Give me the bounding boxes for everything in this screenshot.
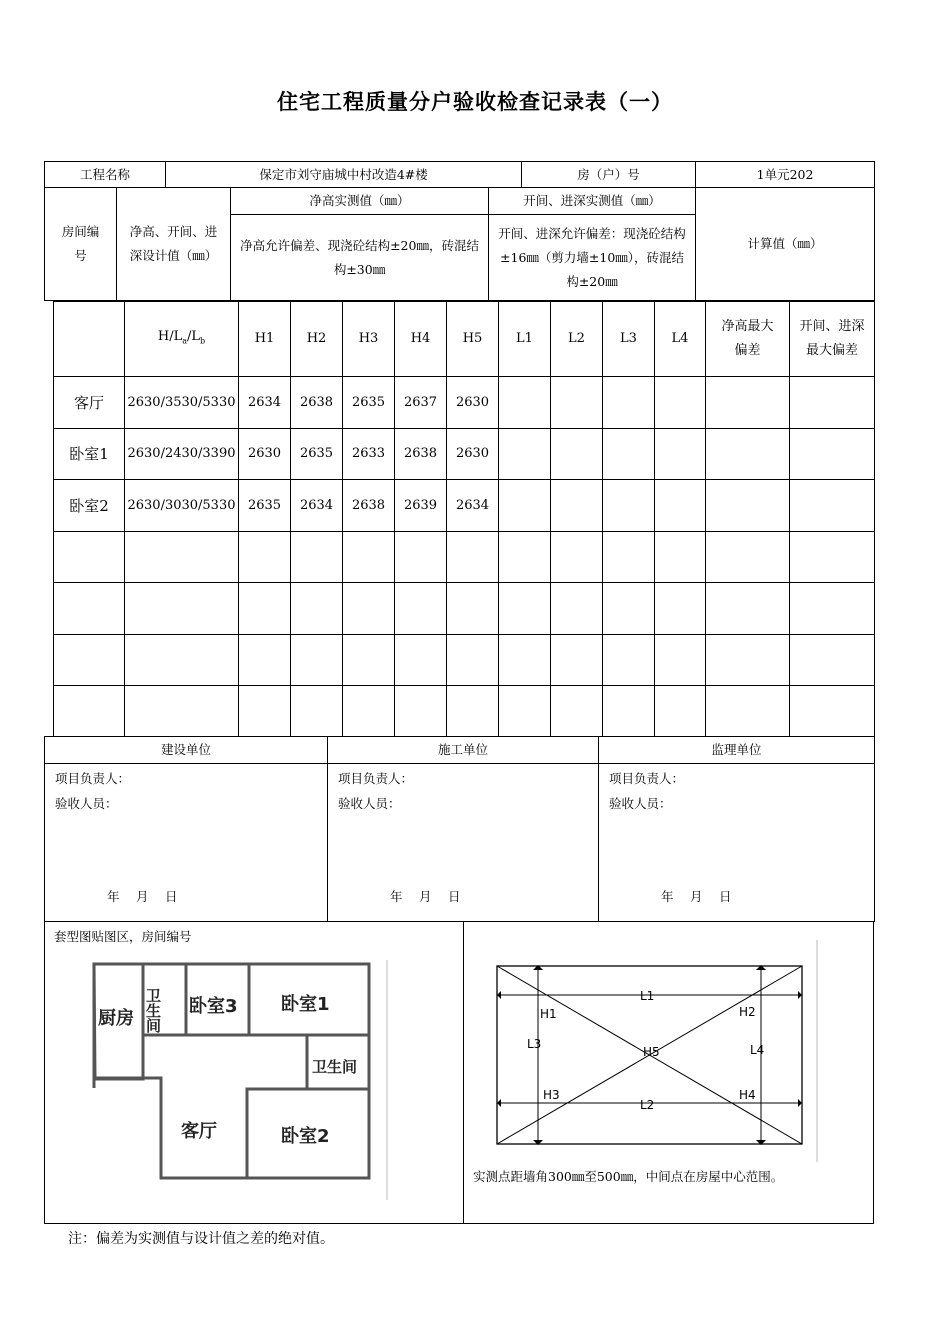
- col-l1: L1: [499, 302, 551, 377]
- label-L2: L2: [640, 1098, 655, 1112]
- col-h5: H5: [447, 302, 499, 377]
- room-name: 卧室1: [54, 429, 125, 480]
- h-value: 2633: [343, 429, 395, 480]
- h-value: 2634: [447, 480, 499, 532]
- signoff-contractor: 项目负责人： 验收人员： 年 月 日: [328, 764, 599, 922]
- design-value: 2630/3530/5330: [125, 377, 239, 429]
- room-bed2: 卧室2: [281, 1126, 330, 1147]
- signoff-owner: 项目负责人： 验收人员： 年 月 日: [45, 764, 328, 922]
- col-max-span-dev: 开间、进深最大偏差: [790, 302, 875, 377]
- date-line: 年 月 日: [390, 889, 463, 904]
- room-bed1: 卧室1: [281, 994, 330, 1015]
- room-bath1: 卫生间: [144, 988, 162, 1033]
- date-line: 年 月 日: [107, 889, 180, 904]
- page-title: 住宅工程质量分户验收检查记录表（一）: [277, 90, 673, 114]
- height-tolerance: 净高允许偏差、现浇砼结构±20㎜，砖混结构±30㎜: [231, 215, 489, 301]
- project-value: 保定市刘守庙城中村改造4#楼: [166, 162, 522, 188]
- design-value: 2630/3030/5330: [125, 480, 239, 532]
- signoff-table: [44, 736, 875, 922]
- house-value: 1单元202: [696, 162, 875, 188]
- empty-row: [54, 532, 875, 583]
- table-row: [54, 480, 875, 532]
- header-table: [44, 161, 875, 301]
- h-value: 2630: [447, 429, 499, 480]
- footnote: 注：偏差为实测值与设计值之差的绝对值。: [68, 1231, 334, 1247]
- design-value: 2630/2430/3390: [125, 429, 239, 480]
- room-no-label: 房间编号: [45, 188, 117, 301]
- room-name: 客厅: [54, 377, 125, 429]
- room-kitchen: 厨房: [98, 1008, 134, 1029]
- table-row: [54, 377, 875, 429]
- h-value: 2638: [343, 480, 395, 532]
- h-value: 2634: [239, 377, 291, 429]
- col-l4: L4: [655, 302, 706, 377]
- label-L4: L4: [750, 1043, 765, 1057]
- room-living: 客厅: [181, 1121, 217, 1142]
- house-label: 房（户）号: [522, 162, 696, 188]
- floor-plan: [89, 960, 391, 1200]
- h-value: 2637: [395, 377, 447, 429]
- h-value: 2635: [239, 480, 291, 532]
- span-measured-label: 开间、进深实测值（㎜）: [489, 188, 696, 215]
- label-L3: L3: [527, 1037, 542, 1051]
- diagram-note: 实测点距墙角300㎜至500㎜，中间点在房屋中心范围。: [473, 1169, 784, 1184]
- unit-contractor: 施工单位: [328, 737, 599, 764]
- empty-row: [54, 583, 875, 635]
- label-L1: L1: [640, 989, 655, 1003]
- label-H4: H4: [739, 1088, 756, 1102]
- span-tolerance: 开间、进深允许偏差：现浇砼结构±16㎜（剪力墙±10㎜），砖混结构±20㎜: [489, 215, 696, 301]
- calc-label: 计算值（㎜）: [696, 188, 875, 301]
- h-value: 2630: [447, 377, 499, 429]
- col-h2: H2: [291, 302, 343, 377]
- label-H3: H3: [543, 1088, 560, 1102]
- floorplan-label: 套型图贴图区，房间编号: [54, 929, 192, 944]
- measurement-diagram: [493, 938, 823, 1166]
- plans-area: [44, 921, 874, 1224]
- h-value: 2638: [395, 429, 447, 480]
- col-max-height-dev: 净高最大偏差: [706, 302, 790, 377]
- h-value: 2639: [395, 480, 447, 532]
- project-label: 工程名称: [45, 162, 166, 188]
- room-bed3: 卧室3: [189, 996, 238, 1017]
- header-blank: [54, 302, 125, 377]
- empty-row: [54, 635, 875, 686]
- room-bath2: 卫生间: [312, 1058, 358, 1076]
- col-l3: L3: [603, 302, 655, 377]
- h-value: 2638: [291, 377, 343, 429]
- h-value: 2635: [343, 377, 395, 429]
- unit-owner: 建设单位: [45, 737, 328, 764]
- height-measured-label: 净高实测值（㎜）: [231, 188, 489, 215]
- unit-supervisor: 监理单位: [599, 737, 875, 764]
- measurement-table: [53, 301, 875, 737]
- col-h4: H4: [395, 302, 447, 377]
- empty-row: [54, 686, 875, 737]
- h-value: 2634: [291, 480, 343, 532]
- table-row: [54, 429, 875, 480]
- label-H5: H5: [643, 1045, 660, 1059]
- label-H1: H1: [540, 1007, 557, 1021]
- col-l2: L2: [551, 302, 603, 377]
- h-value: 2635: [291, 429, 343, 480]
- room-name: 卧室2: [54, 480, 125, 532]
- col-hl: $H/L_a/L_b$: [125, 302, 239, 377]
- col-h3: H3: [343, 302, 395, 377]
- col-h1: H1: [239, 302, 291, 377]
- date-line: 年 月 日: [661, 889, 734, 904]
- signoff-supervisor: 项目负责人： 验收人员： 年 月 日: [599, 764, 875, 922]
- h-value: 2630: [239, 429, 291, 480]
- design-label: 净高、开间、进深设计值（㎜）: [117, 188, 231, 301]
- label-H2: H2: [739, 1005, 756, 1019]
